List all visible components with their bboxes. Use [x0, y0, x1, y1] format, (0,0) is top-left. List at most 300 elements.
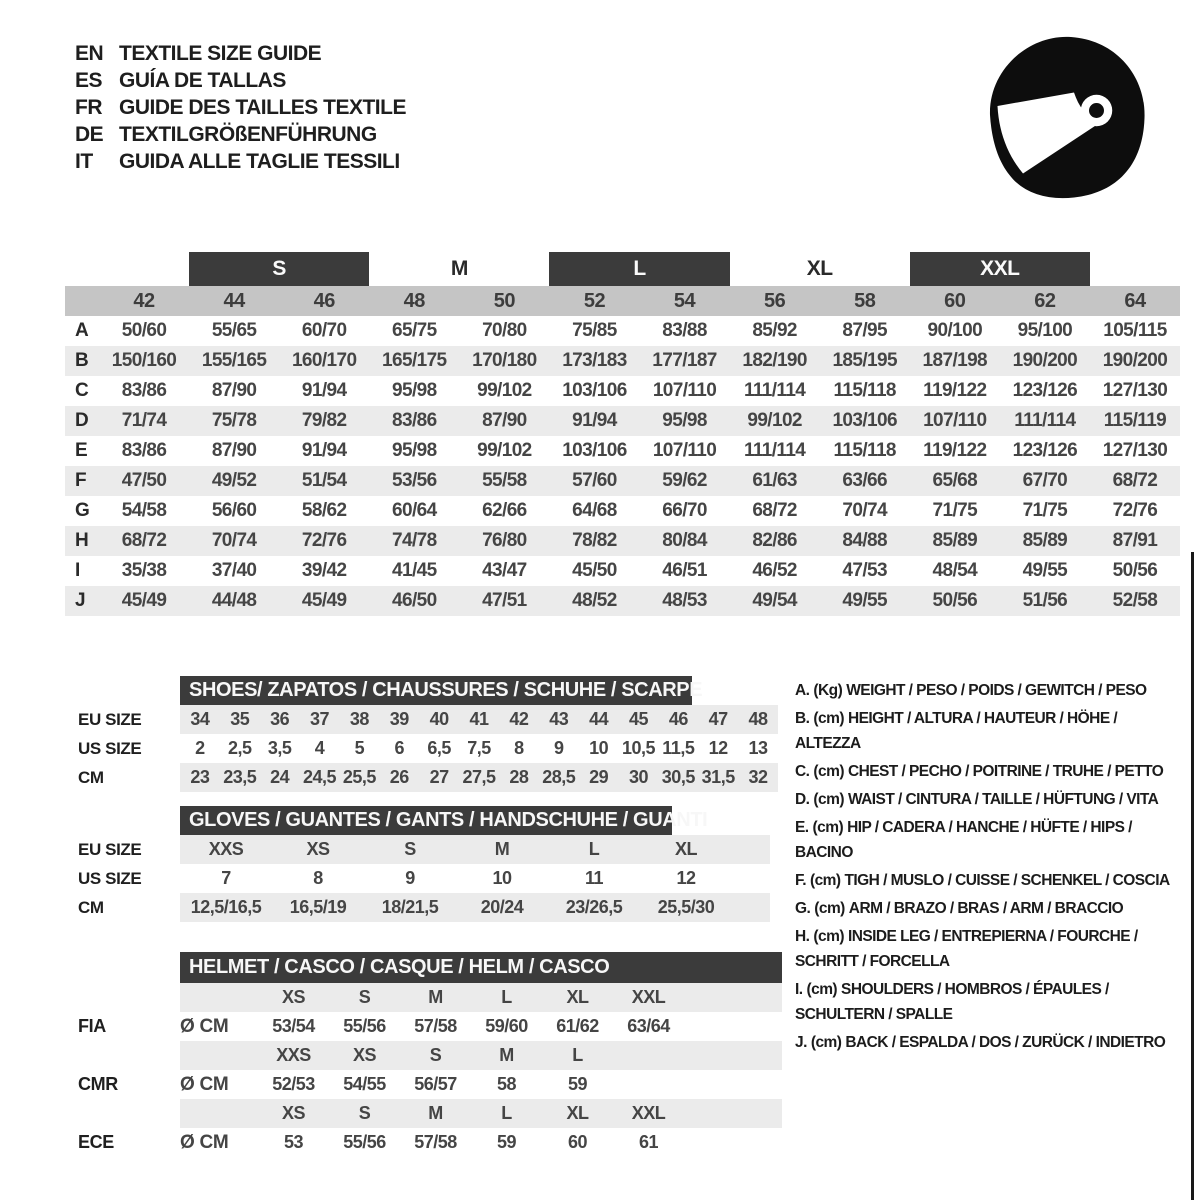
- measurement-value: 64/68: [572, 500, 617, 521]
- glove-cm-value: 23/26,5: [565, 897, 623, 917]
- measurement-value: 185/195: [832, 350, 897, 371]
- helmet-size-label: S: [429, 1045, 442, 1065]
- shoe-us-size: 11,5: [662, 738, 695, 758]
- measurement-value: 70/74: [211, 530, 257, 551]
- measurement-value: 50/60: [121, 320, 167, 341]
- helmet-cm-value: 52/53: [272, 1074, 315, 1094]
- measurement-value: 155/165: [201, 350, 267, 371]
- legend-unit: (cm): [813, 791, 844, 808]
- glove-us-size: 8: [313, 868, 323, 888]
- ece-values-row: [180, 1128, 782, 1157]
- measurement-value: 95/98: [662, 410, 707, 431]
- shoe-cm-value: 25,5: [342, 767, 376, 787]
- gloves-table-title: GLOVES / GUANTES / GANTS / HANDSCHUHE / GUANTI: [180, 806, 672, 835]
- legend-text: BACK / ESPALDA / DOS / ZURÜCK / INDIETRO: [845, 1034, 1166, 1051]
- shoe-cm-value: 28,5: [542, 767, 576, 787]
- measurement-value: 45/49: [121, 590, 167, 611]
- measurement-value: 50/56: [932, 590, 978, 611]
- legend-unit: (cm): [806, 981, 838, 998]
- measurement-value: 99/102: [747, 410, 802, 431]
- measurement-value: 99/102: [477, 380, 532, 401]
- shoe-eu-size: 45: [628, 709, 648, 729]
- shoe-us-size: 9: [553, 738, 564, 758]
- legend-key: C.: [795, 763, 810, 780]
- measurement-value: 119/122: [923, 380, 987, 401]
- measurement-value: 57/60: [572, 470, 617, 491]
- measurement-value: 53/56: [392, 470, 437, 491]
- measurement-value: 115/119: [1103, 410, 1167, 431]
- glove-eu-size: XL: [674, 839, 697, 859]
- measurement-value: 55/65: [211, 320, 257, 341]
- cmr-sizes-row: [180, 1041, 782, 1070]
- legend-text: ARM / BRAZO / BRAS / ARM / BRACCIO: [848, 900, 1124, 917]
- helmet-size-label: L: [501, 1103, 512, 1123]
- shoe-cm-value: 28: [509, 767, 529, 787]
- measurement-value: 170/180: [472, 350, 537, 371]
- legend-key: I.: [795, 981, 803, 998]
- measurement-value: 91/94: [301, 380, 347, 401]
- measurement-value: 91/94: [301, 440, 347, 461]
- legend-item: [795, 1030, 1187, 1055]
- helmet-size-label: L: [572, 1045, 583, 1065]
- helmet-size-label: S: [358, 987, 371, 1007]
- row-letter: C: [75, 380, 89, 401]
- legend-text: WEIGHT / PESO / POIDS / GEWITCH / PESO: [846, 682, 1147, 699]
- measurement-value: 127/130: [1102, 440, 1168, 461]
- size-number: 50: [493, 289, 515, 312]
- size-group-xxl: XXL: [910, 252, 1090, 286]
- legend-key: A.: [795, 682, 810, 699]
- measurement-value: 119/122: [923, 440, 987, 461]
- legend-text: CHEST / PECHO / POITRINE / TRUHE / PETTO: [847, 763, 1164, 780]
- legend-key: E.: [795, 819, 809, 836]
- legend-unit: (cm): [813, 710, 844, 727]
- measurement-value: 173/183: [562, 350, 627, 371]
- measurement-value: 46/51: [662, 560, 707, 581]
- measurement-value: 91/94: [572, 410, 617, 431]
- shoe-cm-value: 24,5: [303, 767, 337, 787]
- shoe-eu-size: 34: [190, 709, 210, 729]
- gloves-size-table: [180, 806, 770, 922]
- row-letter: F: [75, 470, 87, 491]
- glove-us-size: 12: [676, 868, 696, 888]
- legend-item: [795, 759, 1187, 784]
- language-code: EN: [75, 41, 104, 65]
- measurement-value: 111/114: [1014, 410, 1076, 431]
- measurement-row-j: [65, 586, 1180, 616]
- glove-cm-value: 20/24: [480, 897, 524, 917]
- shoe-cm-value: 24: [270, 767, 290, 787]
- shoe-eu-size: 37: [310, 709, 330, 729]
- language-title: TEXTILGRÖßENFÜHRUNG: [119, 122, 377, 146]
- helmet-size-label: XL: [566, 987, 589, 1007]
- measurement-value: 43/47: [482, 560, 527, 581]
- measurement-value: 51/56: [1022, 590, 1068, 611]
- shoe-eu-size: 41: [469, 709, 489, 729]
- helmet-cm-value: 59: [496, 1132, 517, 1152]
- row-letter: I: [75, 560, 81, 581]
- shoe-us-size: 2: [195, 738, 205, 758]
- legend-item: [795, 977, 1187, 1027]
- language-row: [75, 148, 406, 175]
- shoe-cm-value: 30,5: [661, 767, 695, 787]
- measurement-value: 61/63: [752, 470, 797, 491]
- measurement-value: 87/90: [482, 410, 527, 431]
- measurement-value: 60/70: [301, 320, 347, 341]
- helmet-size-label: M: [428, 987, 443, 1007]
- size-number: 52: [583, 289, 606, 312]
- shoe-cm-value: 31,5: [701, 767, 735, 787]
- legend-unit: (Kg): [813, 682, 843, 699]
- shoe-eu-size: 43: [549, 709, 569, 729]
- language-title: GUIDA ALLE TAGLIE TESSILI: [119, 149, 400, 173]
- glove-eu-size: XS: [306, 839, 330, 859]
- glove-us-size: 7: [221, 868, 231, 888]
- measurement-value: 177/187: [652, 350, 717, 371]
- helmet-size-label: L: [501, 987, 512, 1007]
- helmet-cm-value: 61/62: [556, 1016, 599, 1036]
- shoes-cm-label: CM: [78, 767, 104, 787]
- shoe-us-size: 10: [589, 738, 609, 758]
- language-title: GUÍA DE TALLAS: [119, 68, 286, 92]
- measurement-value: 45/49: [301, 590, 347, 611]
- measurement-value: 54/58: [121, 500, 167, 521]
- size-number: 46: [313, 289, 335, 312]
- gloves-cm-row: [180, 893, 770, 922]
- measurement-value: 72/76: [301, 530, 347, 551]
- measurement-value: 103/106: [832, 410, 897, 431]
- measurement-value: 49/54: [752, 590, 797, 611]
- legend-unit: (cm): [810, 1034, 842, 1051]
- language-code: ES: [75, 68, 103, 92]
- legend-text: SHOULDERS / HOMBROS / ÉPAULES / SCHULTERN / SPALLE: [795, 981, 1109, 1023]
- shoes-eu-label: EU SIZE: [78, 709, 142, 729]
- helmet-cm-value: 63/64: [627, 1016, 670, 1036]
- legend-item: [795, 787, 1187, 812]
- measurement-value: 115/118: [833, 380, 896, 401]
- gloves-us-row: [180, 864, 770, 893]
- row-letter: A: [75, 320, 89, 341]
- row-letter: G: [75, 500, 90, 521]
- size-number-header-row: [65, 286, 1180, 316]
- measurement-value: 111/114: [743, 440, 806, 461]
- measurement-value: 84/88: [842, 530, 887, 551]
- measurement-value: 47/51: [482, 590, 527, 611]
- legend-key: H.: [795, 928, 810, 945]
- measurement-value: 46/52: [752, 560, 797, 581]
- measurement-value: 75/78: [211, 410, 257, 431]
- measurement-value: 51/54: [301, 470, 347, 491]
- measurement-value: 103/106: [562, 440, 627, 461]
- measurement-row-b: [65, 346, 1180, 376]
- measurement-value: 39/42: [301, 560, 347, 581]
- measurement-value: 87/90: [211, 380, 257, 401]
- measurement-value: 71/74: [121, 410, 167, 431]
- glove-eu-size: S: [404, 839, 416, 859]
- helmet-cm-value: 57/58: [414, 1132, 457, 1152]
- measurement-value: 190/200: [1012, 350, 1078, 371]
- helmet-size-table: [180, 952, 782, 1157]
- legend-unit: (cm): [813, 928, 844, 945]
- measurement-value: 79/82: [301, 410, 347, 431]
- legend-unit: (cm): [812, 819, 844, 836]
- helmet-cm-value: 60: [567, 1132, 588, 1152]
- helmet-cm-value: 55/56: [343, 1132, 386, 1152]
- legend-key: F.: [795, 872, 806, 889]
- shoe-cm-value: 27,5: [462, 767, 496, 787]
- measurement-value: 103/106: [562, 380, 627, 401]
- measurement-value: 50/56: [1112, 560, 1158, 581]
- shoe-us-size: 7,5: [467, 738, 491, 758]
- measurement-value: 82/86: [752, 530, 797, 551]
- helmet-cm-value: 53/54: [272, 1016, 315, 1036]
- spacer-cell: [180, 1041, 258, 1070]
- language-title: TEXTILE SIZE GUIDE: [119, 41, 322, 65]
- measurement-value: 68/72: [752, 500, 797, 521]
- legend-unit: (cm): [813, 763, 844, 780]
- measurement-value: 44/48: [211, 590, 257, 611]
- measurement-value: 65/75: [392, 320, 437, 341]
- shoes-table-title: SHOES/ ZAPATOS / CHAUSSURES / SCHUHE / SCARPE: [180, 676, 692, 705]
- measurement-value: 49/55: [842, 590, 887, 611]
- size-group-l: L: [549, 252, 729, 286]
- measurement-value: 58/62: [301, 500, 347, 521]
- measurement-value: 48/52: [572, 590, 617, 611]
- measurement-value: 87/95: [842, 320, 887, 341]
- measurement-value: 37/40: [211, 560, 257, 581]
- helmet-size-label: M: [428, 1103, 443, 1123]
- measurement-row-d: [65, 406, 1180, 436]
- measurement-value: 47/50: [121, 470, 167, 491]
- shoe-eu-size: 39: [389, 709, 409, 729]
- measurement-row-h: [65, 526, 1180, 556]
- measurement-value: 90/100: [927, 320, 983, 341]
- row-letter: D: [75, 410, 89, 431]
- row-letter: J: [75, 590, 86, 611]
- helmet-size-label: XS: [352, 1045, 376, 1065]
- measurement-value: 78/82: [572, 530, 617, 551]
- glove-us-size: 9: [405, 868, 415, 888]
- shoe-cm-value: 32: [748, 767, 768, 787]
- shoe-eu-size: 40: [429, 709, 449, 729]
- shoe-us-size: 8: [514, 738, 524, 758]
- helmet-size-label: XXL: [631, 1103, 666, 1123]
- legend-item: [795, 924, 1187, 974]
- helmet-size-label: XL: [566, 1103, 589, 1123]
- shoe-eu-size: 42: [509, 709, 529, 729]
- glove-eu-size: L: [588, 839, 600, 859]
- ece-sizes-row: [180, 1099, 782, 1128]
- helmet-cm-value: 57/58: [414, 1016, 457, 1036]
- language-title-block: [75, 40, 406, 175]
- legend-item: [795, 815, 1187, 865]
- size-group-s: S: [189, 252, 369, 286]
- measurement-value: 48/53: [662, 590, 707, 611]
- helmet-cm-value: 56/57: [414, 1074, 457, 1094]
- fia-sizes-row: [180, 983, 782, 1012]
- measurement-value: 65/68: [932, 470, 978, 491]
- size-number: 60: [944, 289, 966, 312]
- size-number: 62: [1034, 289, 1056, 312]
- helmet-size-label: XXS: [276, 1045, 311, 1065]
- legend-text: WAIST / CINTURA / TAILLE / HÜFTUNG / VITA: [847, 791, 1159, 808]
- measurement-value: 72/76: [1112, 500, 1158, 521]
- helmet-cm-value: 59: [567, 1074, 588, 1094]
- shoes-us-row: [180, 734, 778, 763]
- diameter-label: Ø CM: [180, 1073, 229, 1095]
- helmet-cm-value: 55/56: [343, 1016, 386, 1036]
- helmet-cm-value: 61: [638, 1132, 659, 1152]
- glove-cm-value: 12,5/16,5: [190, 897, 262, 917]
- shoe-us-size: 3,5: [267, 738, 292, 758]
- legend-text: HIP / CADERA / HANCHE / HÜFTE / HIPS / BACINO: [795, 819, 1132, 861]
- measurement-value: 74/78: [392, 530, 437, 551]
- shoe-cm-value: 23: [190, 767, 210, 787]
- size-group-xl: XL: [806, 257, 833, 280]
- shoe-eu-size: 48: [748, 709, 768, 729]
- shoe-eu-size: 44: [589, 709, 609, 729]
- measurement-legend: [795, 678, 1187, 1058]
- measurement-value: 55/58: [482, 470, 527, 491]
- helmet-size-label: M: [499, 1045, 514, 1065]
- measurement-rows: [65, 316, 1180, 616]
- helmet-cm-value: 53: [283, 1132, 304, 1152]
- measurement-value: 115/118: [833, 440, 896, 461]
- helmet-icon: [978, 25, 1158, 211]
- shoe-us-size: 12: [708, 738, 728, 758]
- size-number: 54: [673, 289, 696, 312]
- helmet-cm-value: 54/55: [343, 1074, 386, 1094]
- shoe-eu-size: 36: [270, 709, 290, 729]
- legend-item: [795, 868, 1187, 893]
- language-row: [75, 40, 406, 67]
- measurement-row-f: [65, 466, 1180, 496]
- measurement-value: 85/89: [1022, 530, 1068, 551]
- shoe-cm-value: 26: [389, 767, 409, 787]
- measurement-value: 48/54: [932, 560, 978, 581]
- legend-item: [795, 706, 1187, 756]
- textile-size-table: [65, 252, 1180, 616]
- size-number: 56: [763, 289, 786, 312]
- measurement-value: 62/66: [482, 500, 527, 521]
- legend-text: TIGH / MUSLO / CUISSE / SCHENKEL / COSCIA: [844, 872, 1170, 889]
- measurement-value: 52/58: [1112, 590, 1158, 611]
- shoes-us-label: US SIZE: [78, 738, 142, 758]
- measurement-value: 85/92: [752, 320, 797, 341]
- glove-eu-size: M: [494, 839, 510, 859]
- legend-key: G.: [795, 900, 811, 917]
- size-number: 42: [133, 289, 155, 312]
- legend-key: J.: [795, 1034, 807, 1051]
- spacer-cell: [180, 1099, 258, 1128]
- measurement-value: 66/70: [662, 500, 707, 521]
- measurement-value: 123/126: [1012, 380, 1078, 401]
- measurement-value: 83/86: [121, 440, 167, 461]
- ece-standard-label: ECE: [78, 1132, 114, 1152]
- helmet-size-label: XXL: [631, 987, 666, 1007]
- language-title: GUIDE DES TAILLES TEXTILE: [119, 95, 406, 119]
- row-letter: E: [75, 440, 88, 461]
- fia-values-row: [180, 1012, 782, 1041]
- measurement-value: 182/190: [742, 350, 807, 371]
- shoe-us-size: 13: [748, 738, 768, 758]
- glove-cm-value: 18/21,5: [381, 897, 439, 917]
- shoe-eu-size: 35: [230, 709, 250, 729]
- shoes-eu-row: [180, 705, 778, 734]
- measurement-value: 63/66: [842, 470, 887, 491]
- glove-us-size: 10: [492, 868, 512, 888]
- size-group-m: M: [450, 257, 468, 280]
- measurement-value: 87/91: [1112, 530, 1158, 551]
- glove-cm-value: 25,5/30: [657, 897, 715, 917]
- fia-standard-label: FIA: [78, 1016, 106, 1036]
- size-number: 64: [1124, 289, 1146, 312]
- gloves-us-label: US SIZE: [78, 868, 142, 888]
- measurement-value: 49/55: [1022, 560, 1068, 581]
- measurement-value: 95/98: [392, 380, 437, 401]
- shoe-cm-value: 23,5: [223, 767, 257, 787]
- measurement-value: 71/75: [1022, 500, 1068, 521]
- page-edge-line: [1191, 552, 1194, 1200]
- measurement-value: 70/80: [482, 320, 527, 341]
- helmet-size-label: XS: [281, 987, 305, 1007]
- measurement-row-a: [65, 316, 1180, 346]
- measurement-value: 80/84: [662, 530, 707, 551]
- cmr-standard-label: CMR: [78, 1074, 118, 1094]
- measurement-value: 47/53: [842, 560, 887, 581]
- legend-key: D.: [795, 791, 810, 808]
- shoe-us-size: 6,5: [427, 738, 451, 758]
- language-row: [75, 67, 406, 94]
- measurement-value: 83/86: [121, 380, 167, 401]
- legend-item: [795, 678, 1187, 703]
- legend-unit: (cm): [809, 872, 841, 889]
- measurement-value: 83/88: [662, 320, 707, 341]
- measurement-value: 45/50: [572, 560, 617, 581]
- measurement-value: 99/102: [477, 440, 532, 461]
- cmr-values-row: [180, 1070, 782, 1099]
- measurement-value: 46/50: [392, 590, 437, 611]
- shoe-eu-size: 46: [668, 709, 688, 729]
- measurement-value: 85/89: [932, 530, 978, 551]
- shoe-us-size: 2,5: [228, 738, 252, 758]
- legend-item: [795, 896, 1187, 921]
- glove-us-size: 11: [584, 868, 604, 888]
- measurement-value: 83/86: [392, 410, 437, 431]
- measurement-row-c: [65, 376, 1180, 406]
- helmet-size-label: XS: [281, 1103, 305, 1123]
- spacer-cell: [180, 983, 258, 1012]
- glove-eu-size: XXS: [208, 839, 244, 859]
- measurement-value: 95/98: [392, 440, 437, 461]
- shoe-us-size: 10,5: [621, 738, 655, 758]
- measurement-row-i: [65, 556, 1180, 586]
- measurement-value: 70/74: [842, 500, 887, 521]
- size-number: 58: [854, 289, 876, 312]
- measurement-value: 190/200: [1102, 350, 1168, 371]
- measurement-value: 41/45: [392, 560, 437, 581]
- language-row: [75, 121, 406, 148]
- measurement-value: 71/75: [932, 500, 978, 521]
- measurement-row-g: [65, 496, 1180, 526]
- language-code: FR: [75, 95, 102, 119]
- measurement-row-e: [65, 436, 1180, 466]
- size-number: 44: [223, 289, 245, 312]
- gloves-eu-label: EU SIZE: [78, 839, 142, 859]
- legend-unit: (cm): [814, 900, 845, 917]
- shoe-eu-size: 47: [708, 709, 728, 729]
- shoes-size-table: [180, 676, 778, 792]
